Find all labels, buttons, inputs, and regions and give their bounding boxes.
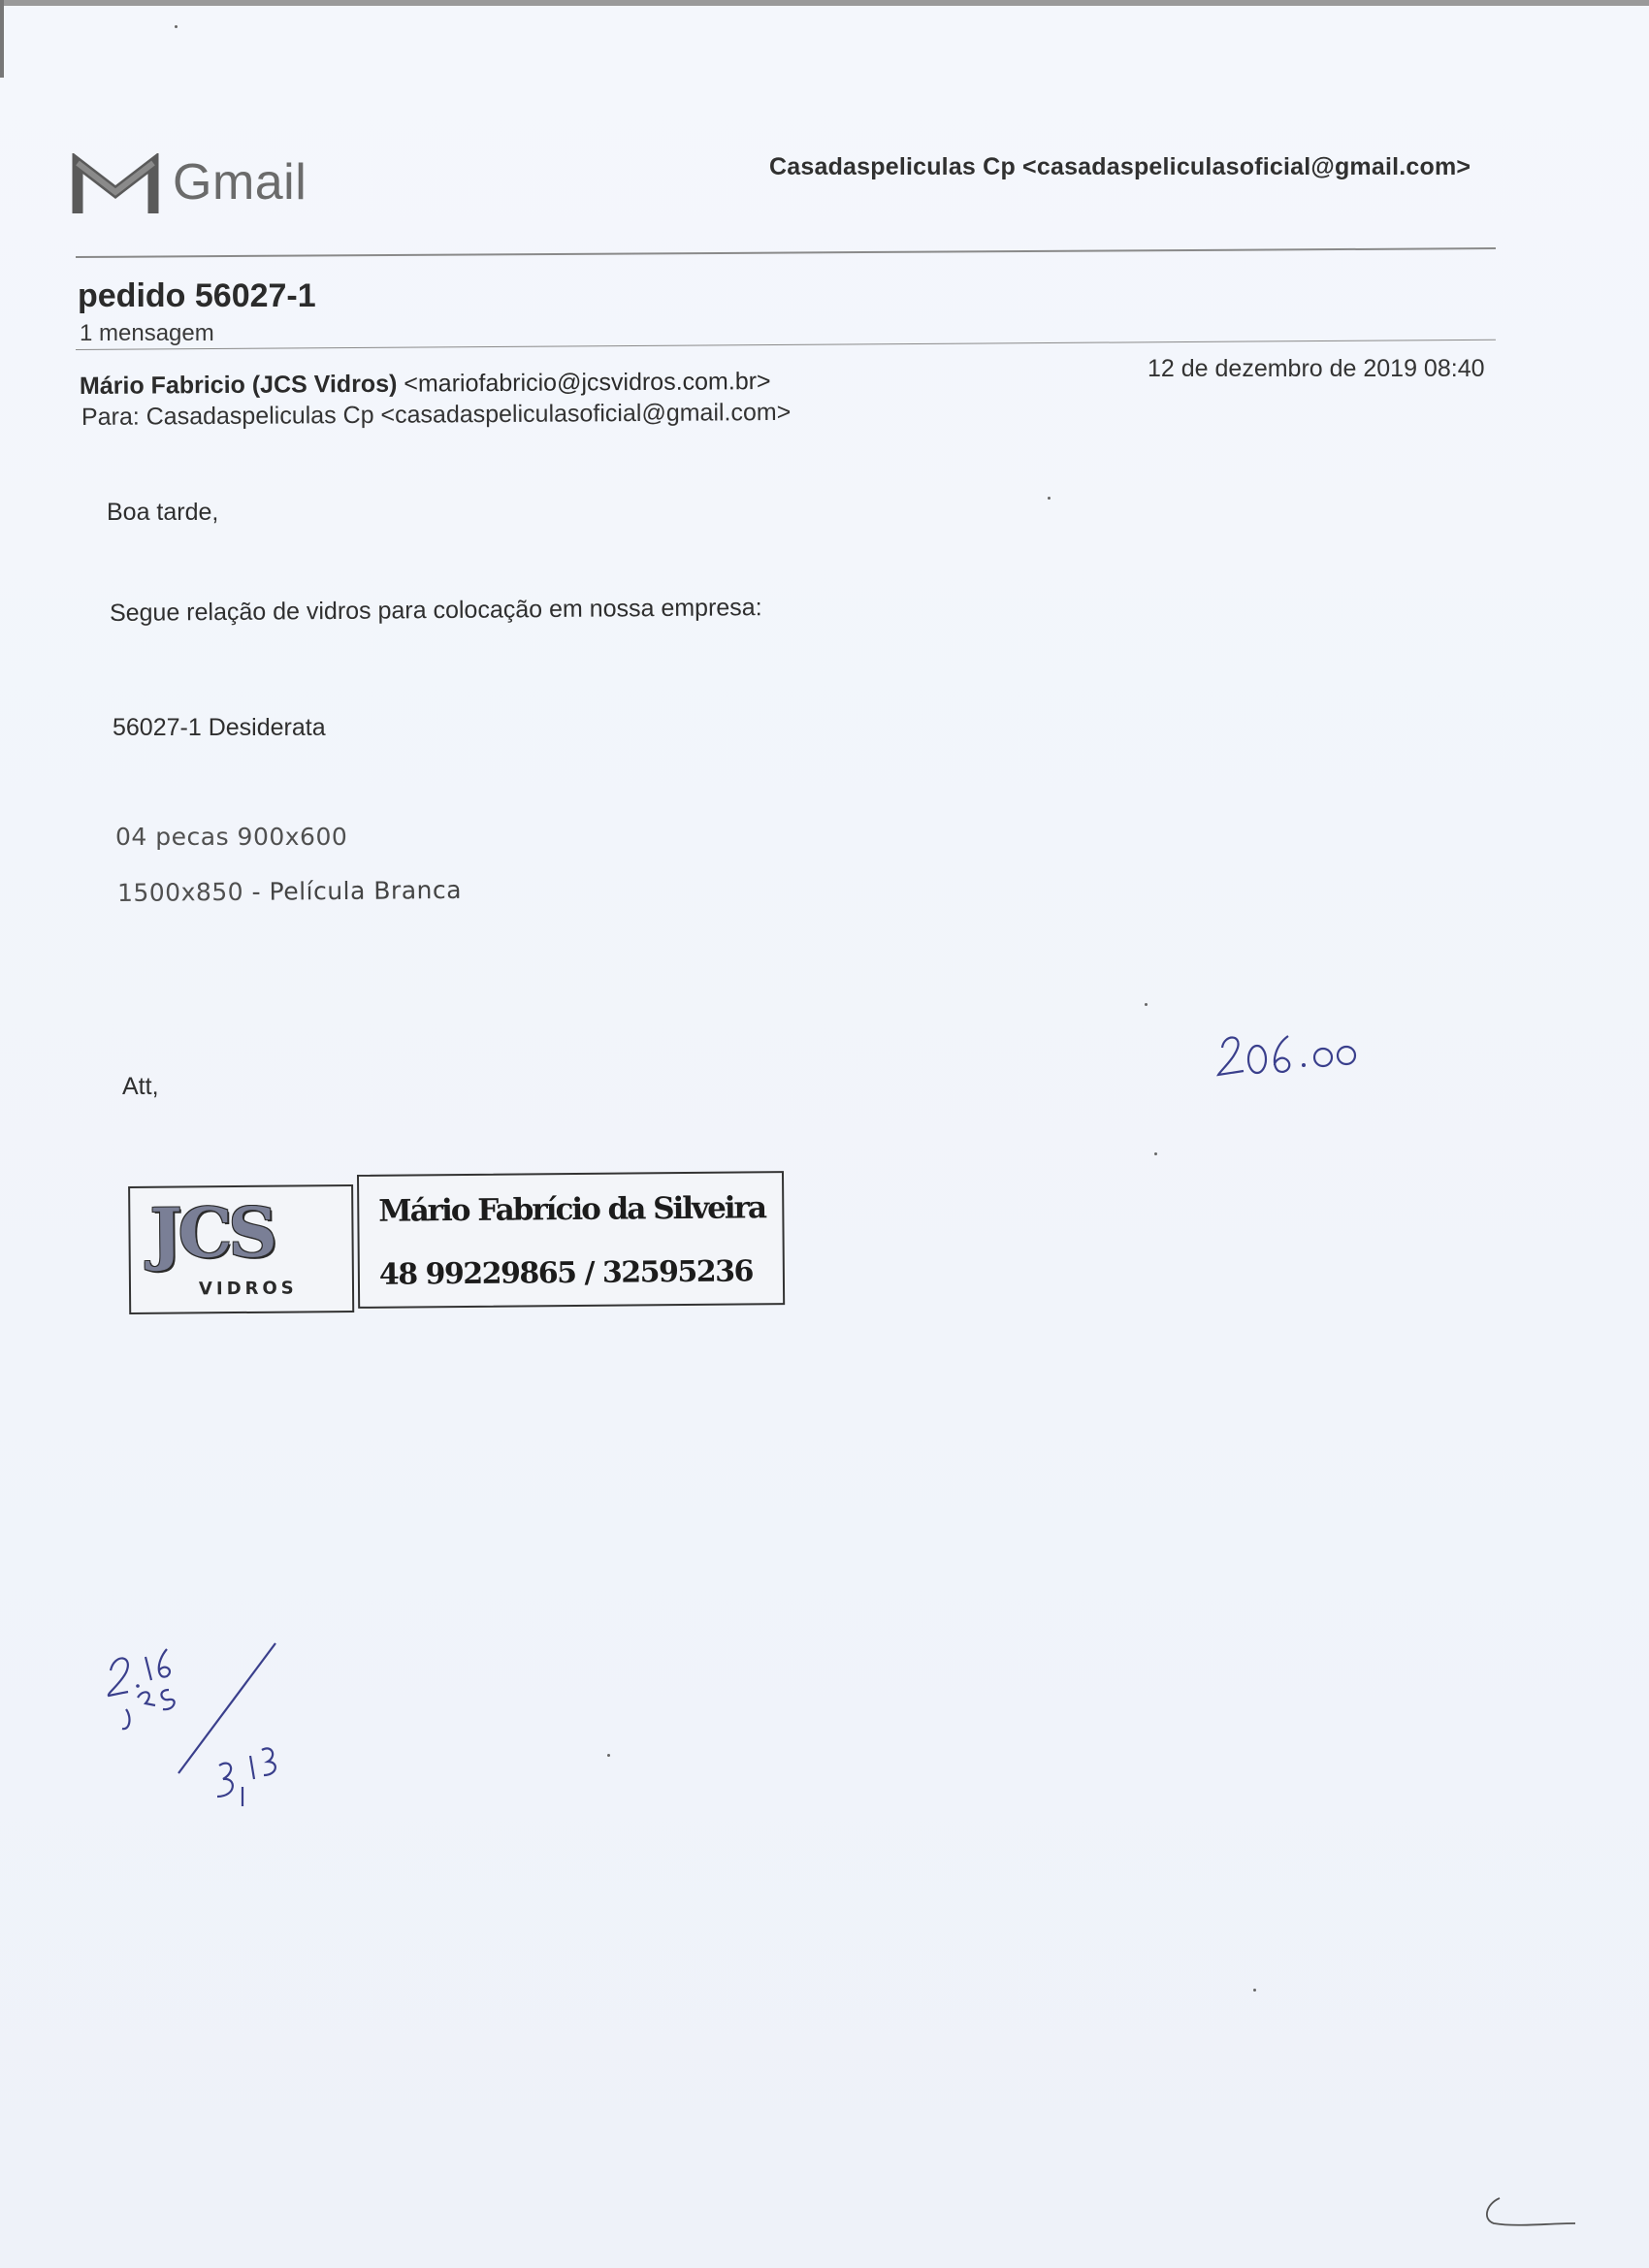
greeting: Boa tarde, (107, 499, 219, 526)
handwritten-calculation (101, 1641, 305, 1816)
message-date: 12 de dezembro de 2019 08:40 (1148, 355, 1485, 382)
email-signature (128, 1171, 785, 1303)
recipient-line: Para: Casadaspeliculas Cp <casadaspeliculasoficial@gmail.com> (81, 398, 792, 431)
thread-divider (76, 340, 1496, 350)
order-item-film: - Película Branca (251, 875, 463, 906)
signature-name: Mário Fabrício da Silveira (378, 1190, 766, 1229)
signature-phones: 48 99229865 / 32595236 (378, 1254, 754, 1292)
order-reference: 56027-1 Desiderata (113, 714, 326, 741)
order-item (117, 876, 462, 907)
intro-text: Segue relação de vidros para colocação em nossa empresa: (109, 594, 762, 627)
message-count: 1 mensagem (80, 320, 214, 346)
handwritten-mark (1478, 2194, 1579, 2233)
gmail-logo-icon (72, 153, 159, 217)
sender-email: <mariofabricio@jcsvidros.com.br> (404, 368, 771, 398)
email-subject: pedido 56027-1 (78, 277, 316, 314)
scan-edge-top (0, 0, 1649, 6)
scan-edge-left (0, 0, 4, 78)
gmail-wordmark: Gmail (173, 154, 307, 211)
order-item: 04 pecas 900x600 (115, 823, 348, 851)
jcs-logo-subtitle: VIDROS (198, 1278, 298, 1300)
scan-speck (1154, 1152, 1157, 1155)
sender-line (80, 368, 771, 401)
signature-info-box (357, 1171, 785, 1309)
jcs-logo: JCS (149, 1191, 275, 1274)
scan-speck (607, 1754, 610, 1757)
signature-logo-box (128, 1184, 354, 1314)
header-divider (76, 247, 1496, 258)
scan-speck (1253, 1989, 1256, 1992)
handwritten-amount (1214, 1026, 1370, 1085)
scan-speck (1145, 1003, 1148, 1006)
order-item-size: 1500x850 (116, 877, 244, 907)
scan-speck (175, 25, 178, 28)
scan-speck (1048, 497, 1051, 500)
closing: Att, (122, 1073, 159, 1100)
sender-name: Mário Fabricio (JCS Vidros) (79, 370, 398, 400)
account-identity: Casadaspeliculas Cp <casadaspeliculasoficial@gmail.com> (769, 153, 1471, 180)
